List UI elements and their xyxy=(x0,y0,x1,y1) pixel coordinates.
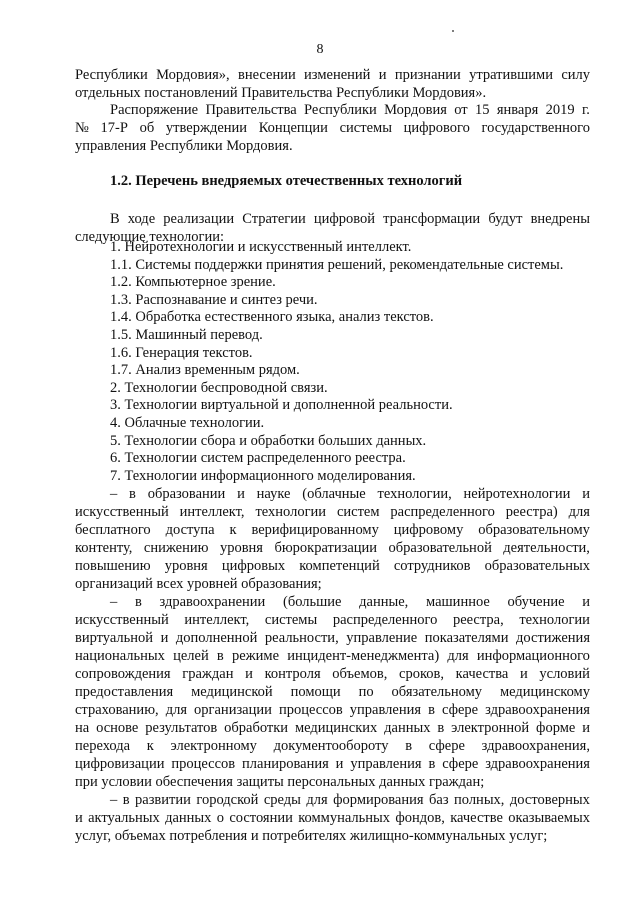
word: документообороту xyxy=(273,738,389,754)
word: данных xyxy=(384,720,431,736)
word: формирования xyxy=(333,792,424,808)
list-item: 6. Технологии систем распределенного реестра. xyxy=(110,450,406,467)
word: искусственный xyxy=(75,612,169,628)
paragraph-line: отдельных постановлений Правительства Республики Мордовия». xyxy=(75,85,487,101)
list-item: 3. Технологии виртуальной и дополненной реальности. xyxy=(110,397,453,414)
list-item: 1.3. Распознавание и синтез речи. xyxy=(110,291,318,308)
list-item: 2. Технологии беспроводной связи. xyxy=(110,379,328,396)
paragraph-line: управления Республики Мордовия. xyxy=(75,138,293,154)
word: дополненной xyxy=(175,630,258,646)
word: медицинскому xyxy=(499,684,590,700)
word: сроков, xyxy=(399,666,445,682)
word: и xyxy=(378,67,387,83)
health-line xyxy=(75,629,590,647)
word: здравоохранения, xyxy=(481,738,590,754)
word: данные, xyxy=(359,594,409,610)
word: для xyxy=(306,792,328,808)
word: обязательному xyxy=(391,684,483,700)
list-item: 1. Нейротехнологии и искусственный интеллект. xyxy=(110,239,412,255)
list-item: 1.5. Машинный перевод. xyxy=(110,327,263,343)
word: – xyxy=(110,792,118,808)
word: на xyxy=(75,720,90,736)
word: – xyxy=(110,486,118,502)
health-line xyxy=(75,737,590,755)
word: силу xyxy=(561,67,590,83)
word: ходе xyxy=(127,211,156,227)
health-line xyxy=(75,683,590,701)
word: об xyxy=(139,120,155,136)
word: планирования xyxy=(242,756,329,772)
word: повышению xyxy=(75,558,151,574)
urban-line: услуг, объемах потребления и потребителях жилищно-коммунальных услуг; xyxy=(75,828,548,844)
health-line xyxy=(75,719,590,737)
word: образовательной xyxy=(388,540,492,556)
word: образовательных xyxy=(484,558,590,574)
word: В xyxy=(110,211,120,227)
word: контенту, xyxy=(75,540,133,556)
word: показателями xyxy=(424,630,509,646)
education-line xyxy=(75,521,590,539)
word: Республики xyxy=(304,102,377,118)
word: медицинских xyxy=(294,720,378,736)
word: для xyxy=(447,648,469,664)
word: полных, xyxy=(454,792,505,808)
word: контроля xyxy=(264,666,321,682)
word: объемов, xyxy=(332,666,388,682)
health-line xyxy=(75,701,590,719)
intro-line xyxy=(110,210,590,228)
word: в xyxy=(405,738,413,754)
word: и xyxy=(245,666,253,682)
paragraph-line xyxy=(110,101,590,119)
word: реализации xyxy=(163,211,235,227)
word: реальности, xyxy=(264,630,339,646)
word: цифрового xyxy=(403,120,470,136)
word: процессов xyxy=(278,702,343,718)
word: здравоохранении xyxy=(159,594,266,610)
word: государственного xyxy=(481,120,590,136)
word: нейротехнологии xyxy=(463,486,571,502)
page-number: 8 xyxy=(316,42,324,57)
word: снижению xyxy=(143,540,209,556)
word: бюрократизации xyxy=(274,540,378,556)
word: фондов, xyxy=(395,810,445,826)
education-line xyxy=(75,503,590,521)
word: утверждении xyxy=(165,120,248,136)
word: и xyxy=(237,486,245,502)
word: и xyxy=(582,594,590,610)
word: распределенного xyxy=(332,612,438,628)
urban-line xyxy=(75,809,590,827)
word: инцидент-менеджмента) xyxy=(287,648,440,664)
education-line: организаций всех уровней образования; xyxy=(75,576,322,592)
word: результатов xyxy=(145,720,218,736)
word: в xyxy=(428,702,435,718)
word: достоверных xyxy=(509,792,590,808)
word: условий xyxy=(539,666,590,682)
word: образовательному xyxy=(478,522,590,538)
word: верифицированному xyxy=(251,522,379,538)
word: доступа xyxy=(165,522,215,538)
education-line xyxy=(110,485,590,503)
word: сфере xyxy=(428,738,465,754)
word: системы xyxy=(264,612,318,628)
word: развитии xyxy=(135,792,191,808)
word: (большие xyxy=(283,594,342,610)
word: от xyxy=(454,102,468,118)
word: реестра) xyxy=(505,504,558,520)
health-line xyxy=(75,611,590,629)
word: обучение xyxy=(507,594,565,610)
word: Республики xyxy=(75,67,148,83)
word: информационного xyxy=(476,648,590,664)
word: сфере xyxy=(442,756,479,772)
word: предоставления xyxy=(75,684,174,700)
word: реестра, xyxy=(452,612,504,628)
word: помощи xyxy=(290,684,341,700)
list-item: 5. Технологии сбора и обработки больших данных. xyxy=(110,432,427,449)
word: актуальных xyxy=(88,810,160,826)
section-heading: 1.2. Перечень внедряемых отечественных технологий xyxy=(110,173,463,189)
word: г. xyxy=(581,102,590,118)
paragraph-line xyxy=(75,119,590,137)
word: системы xyxy=(339,120,392,136)
word: технологии, xyxy=(377,486,452,502)
word: к xyxy=(146,738,154,754)
word: технологии xyxy=(519,612,590,628)
word: и xyxy=(582,486,590,502)
word: Концепции xyxy=(258,120,328,136)
intro-line: следующие технологии: xyxy=(75,229,224,245)
word: сопровождения xyxy=(75,666,171,682)
word: медицинской xyxy=(191,684,273,700)
word: уровня xyxy=(219,540,263,556)
word: обработки xyxy=(224,720,289,736)
education-line xyxy=(75,557,590,575)
word: признании xyxy=(394,67,461,83)
urban-line xyxy=(110,791,590,809)
word: утратившими xyxy=(469,67,553,83)
word: технологии xyxy=(255,504,327,520)
word: трансформации xyxy=(383,211,481,227)
list-item: 1.6. Генерация текстов. xyxy=(110,344,253,361)
word: среды xyxy=(263,792,301,808)
word: коммунальных xyxy=(298,810,391,826)
word: и xyxy=(75,810,83,826)
education-line xyxy=(75,539,590,557)
word: машинное xyxy=(426,594,490,610)
word: граждан xyxy=(182,666,234,682)
word: цифровых xyxy=(221,558,286,574)
word: организации xyxy=(194,702,272,718)
word: о xyxy=(216,810,224,826)
word: страхованию, xyxy=(75,702,159,718)
word: городской xyxy=(196,792,259,808)
word: управления xyxy=(349,702,422,718)
word: – xyxy=(110,594,118,610)
word: сфере xyxy=(441,702,479,718)
word: образовании xyxy=(147,486,226,502)
health-line xyxy=(75,647,590,665)
word: интеллект, xyxy=(179,504,245,520)
word: 17-Р xyxy=(100,120,128,136)
word: здравоохранения xyxy=(485,702,590,718)
word: в xyxy=(134,594,142,610)
word: в xyxy=(216,648,224,664)
word: процессов xyxy=(171,756,236,772)
health-line: при условии обеспечения защиты персональных данных граждан; xyxy=(75,774,485,790)
word: Мордовия», xyxy=(156,67,230,83)
word: Распоряжение xyxy=(110,102,199,118)
list-item: 1.7. Анализ временным рядом. xyxy=(110,362,300,379)
word: баз xyxy=(429,792,449,808)
word: 15 xyxy=(474,102,490,118)
word: виртуальной xyxy=(75,630,154,646)
list-item: 1.1. Системы поддержки принятия решений, рекомендательные системы. xyxy=(110,256,564,273)
word: систем xyxy=(336,504,380,520)
list-item: 1.4. Обработка естественного языка, анализ текстов. xyxy=(110,309,434,326)
word: (облачные xyxy=(302,486,366,502)
word: сотрудников xyxy=(393,558,471,574)
list-item: 4. Облачные технологии. xyxy=(110,415,265,431)
word: изменений xyxy=(304,67,371,83)
word: и xyxy=(335,756,344,772)
health-line xyxy=(75,755,590,773)
scan-mark xyxy=(452,30,454,32)
word: здравоохранения xyxy=(485,756,590,772)
word: и xyxy=(582,720,590,736)
word: Мордовия xyxy=(384,102,447,118)
word: уровня xyxy=(164,558,208,574)
word: и xyxy=(519,666,528,682)
word: качестве xyxy=(450,810,503,826)
list-item: 1.2. Компьютерное зрение. xyxy=(110,274,276,291)
word: бесплатного xyxy=(75,522,151,538)
word: управление xyxy=(346,630,418,646)
word: для xyxy=(568,504,590,520)
word: № xyxy=(75,120,89,136)
word: Стратегии xyxy=(242,211,306,227)
word: по xyxy=(358,684,374,700)
word: режиме xyxy=(231,648,280,664)
word: искусственный xyxy=(75,504,169,520)
word: целей xyxy=(173,648,209,664)
word: оказываемых xyxy=(508,810,590,826)
word: цифровой xyxy=(313,211,376,227)
word: качества xyxy=(455,666,509,682)
word: управления xyxy=(350,756,422,772)
word: национальных xyxy=(75,648,165,664)
word: января xyxy=(496,102,539,118)
list-item: 7. Технологии информационного моделирования. xyxy=(110,467,416,484)
word: электронной xyxy=(451,720,530,736)
word: цифровизации xyxy=(75,756,165,772)
word: в xyxy=(129,486,136,502)
word: деятельности, xyxy=(503,540,590,556)
word: компетенций xyxy=(299,558,380,574)
word: Правительства xyxy=(205,102,297,118)
word: в xyxy=(122,792,130,808)
word: интеллект, xyxy=(184,612,250,628)
word: форме xyxy=(536,720,576,736)
health-line xyxy=(110,593,590,611)
health-line xyxy=(75,665,590,683)
word: для xyxy=(165,702,187,718)
word: и xyxy=(160,630,169,646)
word: данных xyxy=(165,810,212,826)
word: перехода xyxy=(75,738,131,754)
word: электронному xyxy=(170,738,257,754)
word: науке xyxy=(256,486,291,502)
word: 2019 xyxy=(545,102,575,118)
word: к xyxy=(229,522,237,538)
word: в xyxy=(428,756,436,772)
word: основе xyxy=(96,720,139,736)
word: распределенного xyxy=(390,504,495,520)
word: достижения xyxy=(516,630,590,646)
word: состоянии xyxy=(229,810,293,826)
paragraph-line xyxy=(75,66,590,84)
word: внедрены xyxy=(530,211,590,227)
word: цифровому xyxy=(393,522,464,538)
word: внесении xyxy=(238,67,296,83)
word: в xyxy=(437,720,445,736)
word: будут xyxy=(488,211,523,227)
